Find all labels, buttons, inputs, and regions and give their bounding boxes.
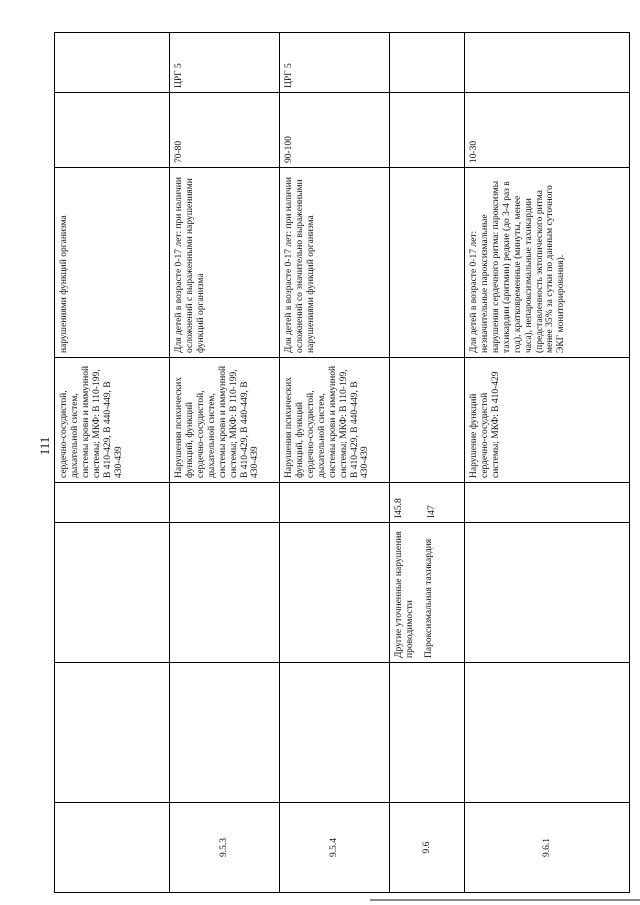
cell-icd [55,483,170,523]
cell-icd [390,483,465,523]
icd-code-1: I45.8 [394,498,404,518]
cell-empty-1 [280,663,390,803]
cell-percent: 70-80 [170,93,280,168]
cell-icd [465,483,630,523]
cell-name [55,523,170,663]
cell-code: 9.5.3 [170,803,280,893]
cell-criteria: нарушениями функций организма [55,168,170,358]
cell-name [390,523,465,663]
cell-percent: 10-30 [465,93,630,168]
cell-group [390,33,465,93]
cell-criteria: Для детей в возрасте 0-17 лет: незначительные пароксизмальные нарушения сердечного ритма: пароксизмы тахикардии (аритмии) редкие (до 3-4 раз в год), кратковременные (минуты, менее часа), непароксизмальные тахикардии (представленность эктопического ритма менее 35% за сутки по данным суточного ЭКГ мониторирования). [465,168,630,358]
disability-criteria-table [54,32,630,893]
scan-edge-line [370,899,640,901]
cell-disorders: Нарушения психических функций, функций сердечно-сосудистой, дыхательной систем, системы крови и иммунной системы; МКФ: B 110-199, B 410-429, B 440-449, B 430-439 [170,358,280,483]
cell-code [55,803,170,893]
cell-name [170,523,280,663]
cell-disorders: Нарушение функций сердечно-сосудистой системы; МКФ: B 410-429 [465,358,630,483]
cell-group: ЦРГ 5 [170,33,280,93]
cell-icd [170,483,280,523]
cell-empty-1 [390,663,465,803]
cell-empty-1 [465,663,630,803]
cell-group [465,33,630,93]
cell-group [55,33,170,93]
table-rotator [54,33,629,893]
cell-empty-1 [55,663,170,803]
page-number: 111 [37,436,52,456]
cell-percent [390,93,465,168]
cell-criteria: Для детей в возрасте 0-17 лет: при наличии осложнений со значительно выраженными нарушениями функций организма [280,168,390,358]
cell-code: 9.6.1 [465,803,630,893]
cell-icd [280,483,390,523]
rotated-table-frame [54,33,629,893]
cell-percent [55,93,170,168]
cell-disorders [390,358,465,483]
table-row [170,33,280,893]
icd-code-2: I47 [426,505,437,518]
table-row [280,33,390,893]
cell-disorders: сердечно-сосудистой, дыхательной систем, системы крови и иммунной системы; МКФ: B 110-199, B 410-429, B 440-449, B 430-439 [55,358,170,483]
table-row [55,33,170,893]
cell-name [465,523,630,663]
cell-criteria: Для детей в возрасте 0-17 лет: при наличии осложнений с выраженными нарушениями функций организма [170,168,280,358]
table-row [465,33,630,893]
cell-percent: 90-100 [280,93,390,168]
cell-name [280,523,390,663]
diagnosis-name-1: Другие уточненные нарушения проводимости [394,531,415,658]
cell-criteria [390,168,465,358]
cell-empty-1 [170,663,280,803]
table-row [390,33,465,893]
diagnosis-name-2: Пароксизмальная тахикардия [423,538,434,658]
cell-code: 9.5.4 [280,803,390,893]
cell-disorders: Нарушения психических функций, функций сердечно-сосудистой, дыхательной систем, системы крови и иммунной системы; МКФ: B 110-199, B 410-429, B 440-449, B 430-439 [280,358,390,483]
cell-group: ЦРГ 5 [280,33,390,93]
cell-code: 9.6 [390,803,465,893]
